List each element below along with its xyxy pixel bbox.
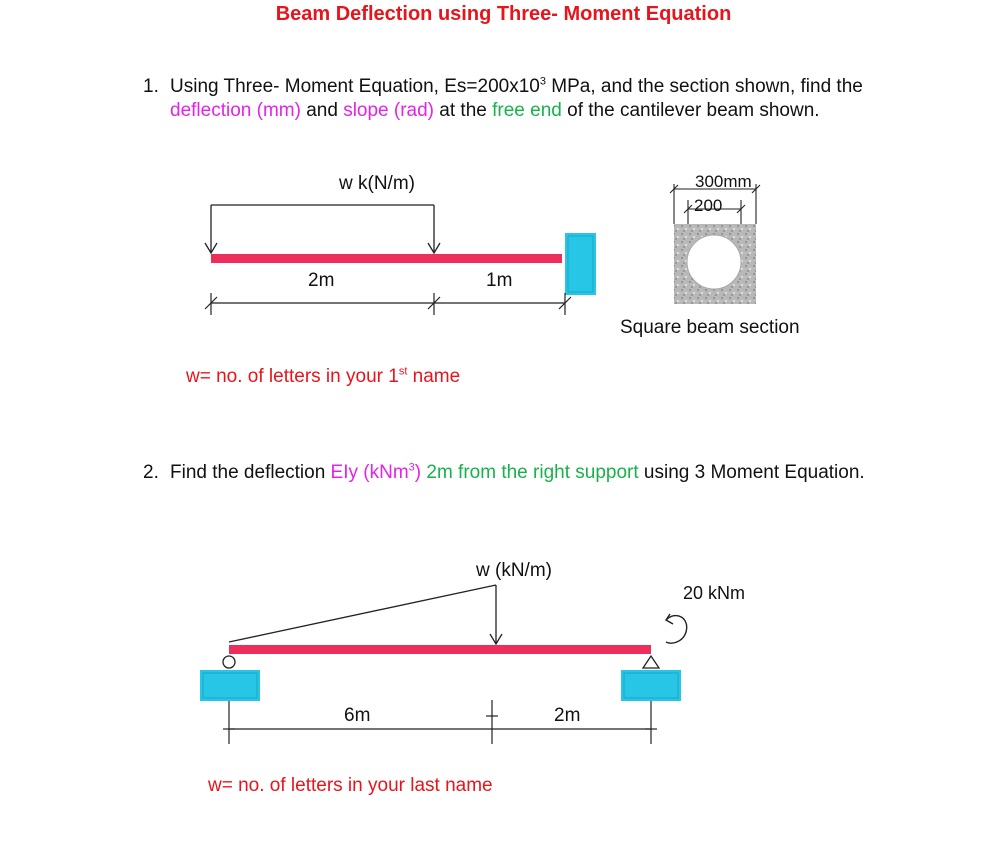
q1-section-caption: Square beam section <box>620 317 800 338</box>
q1-exp: 3 <box>539 75 546 88</box>
q2-part1: Find the deflection <box>170 462 331 483</box>
q2-span-1: 6m <box>344 705 371 726</box>
q2-span-2: 2m <box>554 705 581 726</box>
q2-dimension-line <box>223 700 657 744</box>
q1-dim-inner: 200 <box>694 196 723 215</box>
q2-ely-exp: 3 <box>408 461 415 474</box>
q2-part2: using 3 Moment Equation. <box>638 462 865 483</box>
q1-at-the: at the <box>434 100 493 121</box>
q2-w-note: w= no. of letters in your last name <box>208 775 493 796</box>
q1-slope: slope (rad) <box>343 100 435 121</box>
q2-location: 2m from the right support <box>421 462 639 483</box>
q1-w-note-pre: w= no. of letters in your 1 <box>186 366 399 387</box>
q2-ely-close: ) <box>414 462 422 483</box>
q1-part2: MPa, and the section shown, find the <box>545 76 863 97</box>
q2-triangular-load <box>229 585 502 644</box>
q1-part3: of the cantilever beam shown. <box>561 100 820 121</box>
q2-moment-label: 20 kNm <box>683 583 746 603</box>
q2-load-label: w (kN/m) <box>476 560 552 581</box>
q1-number: 1. <box>143 76 159 97</box>
q1-and: and <box>300 100 344 121</box>
q2-right-pin-support <box>621 656 681 701</box>
q1-w-note-sup: st <box>398 365 408 378</box>
q1-deflection: deflection (mm) <box>170 100 301 121</box>
page-title: Beam Deflection using Three- Moment Equation <box>275 3 732 25</box>
q1-dim-outer: 300mm <box>695 172 752 191</box>
q1-span-2: 1m <box>486 270 513 291</box>
q1-free-end: free end <box>492 100 562 121</box>
q2-moment-arrow <box>666 614 687 643</box>
q1-load-label: w k(N/m) <box>339 173 415 194</box>
q2-left-roller-support <box>200 656 260 701</box>
q2-beam <box>229 645 651 654</box>
q1-w-note-post: name <box>407 366 461 387</box>
q2-ely: EIy (kNm <box>330 462 409 483</box>
q2-number: 2. <box>143 462 159 483</box>
q1-part1: Using Three- Moment Equation, Es=200x10 <box>170 76 540 97</box>
q1-span-1: 2m <box>308 270 335 291</box>
